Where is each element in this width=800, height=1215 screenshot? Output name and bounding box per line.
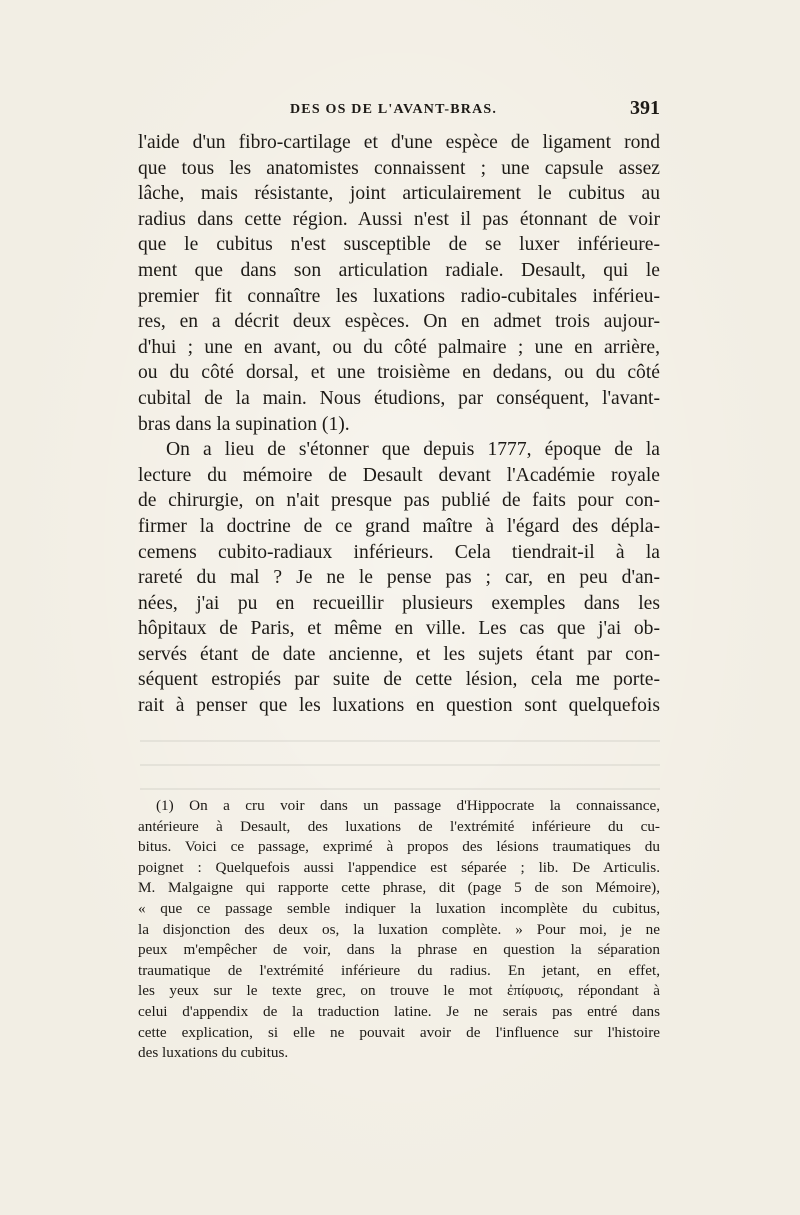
- running-head: DES OS DE L'AVANT-BRAS.: [290, 102, 498, 117]
- body-line: rareté du mal ? Je ne le pense pas ; car, en peu d'an-: [138, 567, 660, 589]
- footnote-line: celui d'appendix de la traduction latine. Je ne serais pas entré dans: [138, 1002, 660, 1020]
- body-line: bras dans la supination (1).: [138, 413, 350, 435]
- body-line: firmer la doctrine de ce grand maître à l'égard des dépla-: [138, 515, 660, 537]
- footnote-line: les yeux sur le texte grec, on trouve le mot ἐπίφυσις, répondant à: [138, 982, 660, 1000]
- body-line: ment que dans son articulation radiale. Desault, qui le: [138, 259, 660, 281]
- body-text: [138, 130, 660, 719]
- show-through-texture: [140, 740, 660, 800]
- footnote: [138, 796, 660, 1064]
- body-line: On a lieu de s'étonner que depuis 1777, époque de la: [166, 439, 660, 461]
- body-line: servés étant de date ancienne, et les sujets étant par con-: [138, 643, 660, 665]
- body-line: hôpitaux de Paris, et même en ville. Les cas que j'ai ob-: [138, 618, 660, 640]
- footnote-line: cette explication, si elle ne pouvait avoir de l'influence sur l'histoire: [138, 1023, 660, 1041]
- body-line: de chirurgie, on n'ait presque pas publié de faits pour con-: [138, 490, 660, 512]
- footnote-line: traumatique de l'extrémité inférieure du radius. En jetant, en effet,: [138, 961, 660, 979]
- body-line: d'hui ; une en avant, ou du côté palmaire ; une en arrière,: [138, 336, 660, 358]
- footnote-line: poignet : Quelquefois aussi l'appendice est séparée ; lib. De Articulis.: [138, 858, 660, 876]
- body-line: lecture du mémoire de Desault devant l'Académie royale: [138, 464, 660, 486]
- body-line: radius dans cette région. Aussi n'est il pas étonnant de voir: [138, 208, 660, 230]
- page-number: 391: [630, 97, 660, 119]
- body-line: l'aide d'un fibro-cartilage et d'une espèce de ligament rond: [138, 132, 660, 153]
- body-line: nées, j'ai pu en recueillir plusieurs exemples dans les: [138, 592, 660, 614]
- footnote-line: antérieure à Desault, des luxations de l'extrémité inférieure du cu-: [138, 817, 660, 835]
- body-line: que le cubitus n'est susceptible de se luxer inférieure-: [138, 234, 660, 256]
- body-line: premier fit connaître les luxations radio-cubitales inférieu-: [138, 285, 660, 307]
- body-line: cemens cubito-radiaux inférieurs. Cela tiendrait-il à la: [138, 541, 660, 563]
- footnote-line: des luxations du cubitus.: [138, 1044, 289, 1062]
- body-line: ou du côté dorsal, et une troisième en dedans, ou du côté: [138, 362, 660, 384]
- body-line: lâche, mais résistante, joint articulairement le cubitus au: [138, 183, 660, 205]
- footnote-line: « que ce passage semble indiquer la luxation incomplète du cubitus,: [138, 899, 660, 917]
- body-line: que tous les anatomistes connaissent ; une capsule assez: [138, 157, 660, 179]
- body-line: rait à penser que les luxations en question sont quelquefois: [138, 695, 660, 717]
- footnote-line: (1) On a cru voir dans un passage d'Hippocrate la connaissance,: [156, 797, 660, 814]
- footnote-line: peux m'empêcher de voir, dans la phrase en question la séparation: [138, 941, 660, 959]
- body-line: res, en a décrit deux espèces. On en admet trois aujour-: [138, 311, 660, 333]
- body-line: séquent estropiés par suite de cette lésion, cela me porte-: [138, 669, 660, 691]
- body-line: cubital de la main. Nous étudions, par conséquent, l'avant-: [138, 387, 660, 409]
- footnote-line: la disjonction des deux os, la luxation complète. » Pour moi, je ne: [138, 920, 660, 938]
- page-header: [140, 97, 660, 124]
- footnote-line: M. Malgaigne qui rapporte cette phrase, dit (page 5 de son Mémoire),: [138, 879, 660, 897]
- footnote-line: bitus. Voici ce passage, exprimé à propos des lésions traumatiques du: [138, 838, 660, 856]
